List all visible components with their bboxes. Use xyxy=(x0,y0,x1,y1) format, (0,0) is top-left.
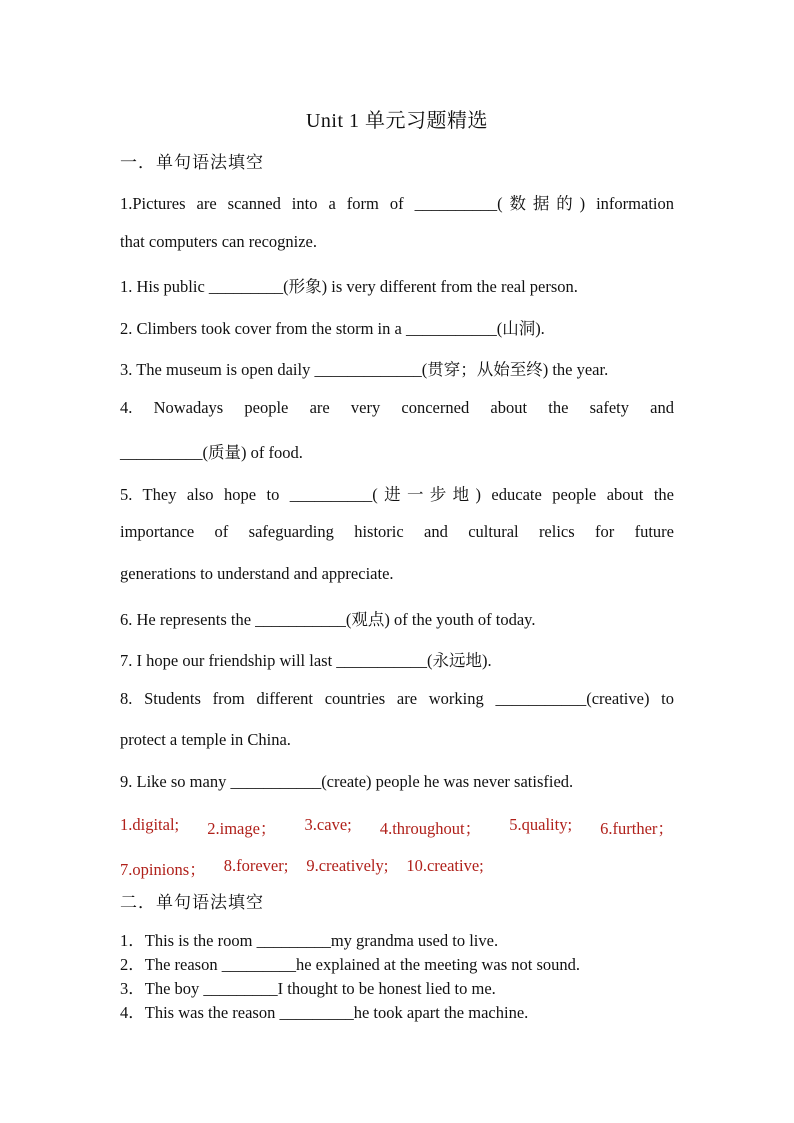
answer-item: 7.opinions； xyxy=(120,860,206,879)
answer-item: 1.digital; xyxy=(120,815,180,834)
exercise-line: 2．The reason _________he explained at the meeting was not sound. xyxy=(120,955,581,974)
answer-item: 3.cave; xyxy=(304,815,352,834)
exercise-line: 4. Nowadays people are very concerned about the safety and xyxy=(120,398,674,417)
exercise-line: 9. Like so many ___________(create) people he was never satisfied. xyxy=(120,772,574,791)
exercise-line: 5. They also hope to __________(进一步地) educate people about the xyxy=(120,485,674,504)
answer-key-row xyxy=(120,815,674,839)
exercise-line: 1．This is the room _________my grandma used to live. xyxy=(120,931,499,950)
exercise-line: 8. Students from different countries are working ___________(creative) to xyxy=(120,689,674,708)
exercise-line: that computers can recognize. xyxy=(120,232,317,251)
answer-item: 10.creative; xyxy=(406,856,484,875)
exercise-line: generations to understand and appreciate. xyxy=(120,564,394,583)
exercise-line: 3. The museum is open daily _____________(贯穿；从始至终) the year. xyxy=(120,360,609,379)
exercise-line: 4．This was the reason _________he took apart the machine. xyxy=(120,1003,529,1022)
exercise-line: 6. He represents the ___________(观点) of the youth of today. xyxy=(120,610,536,629)
section-1-heading: 一．单句语法填空 xyxy=(120,153,264,173)
answer-item: 9.creatively; xyxy=(306,856,389,875)
answer-item: 4.throughout； xyxy=(379,819,482,838)
exercise-line: 1.Pictures are scanned into a form of __________(数据的) information xyxy=(120,194,674,213)
exercise-line: 2. Climbers took cover from the storm in a ___________(山洞). xyxy=(120,319,545,338)
section-2-heading: 二．单句语法填空 xyxy=(120,893,264,913)
exercise-line: protect a temple in China. xyxy=(120,730,291,749)
exercise-line: 7. I hope our friendship will last ___________(永远地). xyxy=(120,651,492,670)
answer-item: 6.further； xyxy=(600,819,674,838)
answer-item: 5.quality; xyxy=(509,815,573,834)
exercise-line: __________(质量) of food. xyxy=(120,443,303,462)
exercise-line: importance of safeguarding historic and cultural relics for future xyxy=(120,522,674,541)
answer-key-row xyxy=(120,856,674,880)
exercise-line: 1. His public _________(形象) is very different from the real person. xyxy=(120,277,578,296)
answer-item: 2.image； xyxy=(207,819,277,838)
page-title: Unit 1 单元习题精选 xyxy=(305,110,489,132)
exercise-line: 3．The boy _________I thought to be honest lied to me. xyxy=(120,979,496,998)
answer-item: 8.forever; xyxy=(223,856,289,875)
